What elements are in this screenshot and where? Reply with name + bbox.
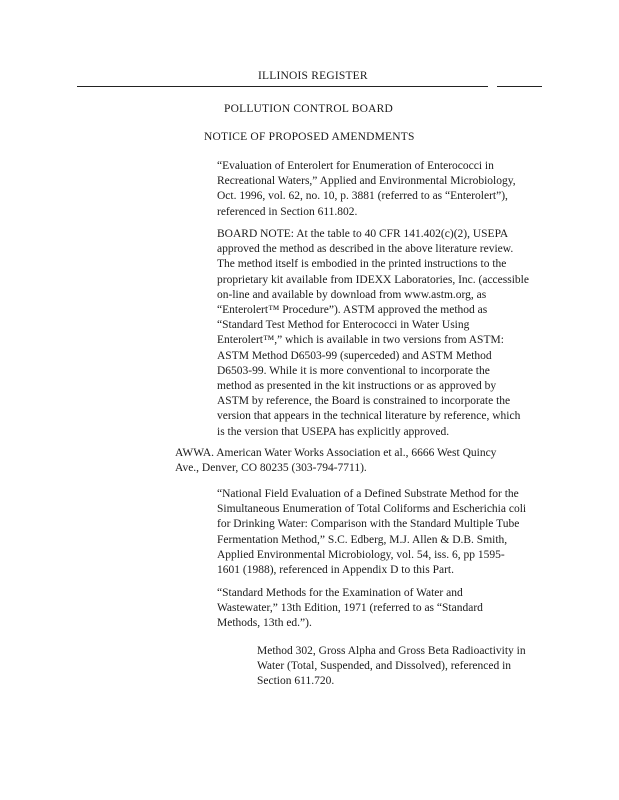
text-line: referenced in Section 611.802.	[217, 205, 358, 218]
notice-title: NOTICE OF PROPOSED AMENDMENTS	[204, 131, 415, 143]
text-line: Oct. 1996, vol. 62, no. 10, p. 3881 (referred to as “Enterolert”),	[217, 190, 508, 203]
text-line: Section 611.720.	[257, 675, 335, 688]
board-note	[217, 227, 529, 440]
text-line: “National Field Evaluation of a Defined Substrate Method for the	[217, 488, 519, 500]
text-line: “Evaluation of Enterolert for Enumeration of Enterococci in	[217, 160, 494, 172]
text-line: version that appears in the technical literature by reference, which	[217, 410, 521, 423]
header-rule-short	[497, 86, 542, 87]
text-line: ASTM by reference, the Board is constrained to incorporate the	[217, 395, 511, 408]
enterolert-reference	[217, 159, 516, 220]
text-line: BOARD NOTE: At the table to 40 CFR 141.402(c)(2), USEPA	[217, 228, 509, 240]
text-line: Methods, 13th ed.”).	[217, 617, 312, 630]
national-field-reference	[217, 487, 526, 578]
text-line: on-line and available by download from www.astm.org, as	[217, 288, 487, 301]
text-line: approved the method as described in the above literature review.	[217, 243, 514, 256]
text-line: D6503-99. While it is more conventional to incorporate the	[217, 364, 490, 377]
text-line: is the version that USEPA has explicitly approved.	[217, 425, 450, 438]
text-line: AWWA. American Water Works Association et al., 6666 West Quincy	[175, 447, 497, 459]
text-line: method as presented in the kit instructions or as approved by	[217, 380, 497, 393]
text-line: The method itself is embodied in the printed instructions to the	[217, 258, 507, 271]
text-line: “Standard Methods for the Examination of Water and	[217, 587, 463, 599]
text-line: proprietary kit available from IDEXX Laboratories, Inc. (accessible	[217, 273, 529, 286]
text-line: Water (Total, Suspended, and Dissolved), referenced in	[257, 660, 512, 673]
register-title: ILLINOIS REGISTER	[258, 70, 368, 82]
standard-methods-reference	[217, 586, 483, 632]
header-rule	[77, 86, 488, 87]
agency-title: POLLUTION CONTROL BOARD	[224, 103, 394, 115]
awwa-entry	[175, 446, 496, 476]
text-line: Method 302, Gross Alpha and Gross Beta Radioactivity in	[257, 645, 526, 657]
text-line: “Enterolert™ Procedure”). ASTM approved the method as	[217, 304, 488, 317]
text-line: Fermentation Method,” S.C. Edberg, M.J. Allen & D.B. Smith,	[217, 533, 508, 546]
text-line: “Standard Test Method for Enterococci in Water Using	[217, 319, 470, 332]
text-line: Applied Environmental Microbiology, vol. 54, iss. 6, pp 1595-	[217, 548, 505, 561]
text-line: Simultaneous Enumeration of Total Coliforms and Escherichia coli	[217, 503, 527, 516]
method-302-reference	[257, 644, 526, 690]
text-line: Recreational Waters,” Applied and Environmental Microbiology,	[217, 175, 516, 188]
text-line: Ave., Denver, CO 80235 (303-794-7711).	[175, 462, 367, 475]
text-line: Enterolert™,” which is available in two versions from ASTM:	[217, 334, 504, 347]
text-line: ASTM Method D6503-99 (superceded) and ASTM Method	[217, 349, 492, 362]
text-line: 1601 (1988), referenced in Appendix D to this Part.	[217, 564, 454, 577]
text-line: Wastewater,” 13th Edition, 1971 (referred to as “Standard	[217, 602, 483, 615]
text-line: for Drinking Water: Comparison with the Standard Multiple Tube	[217, 518, 520, 531]
